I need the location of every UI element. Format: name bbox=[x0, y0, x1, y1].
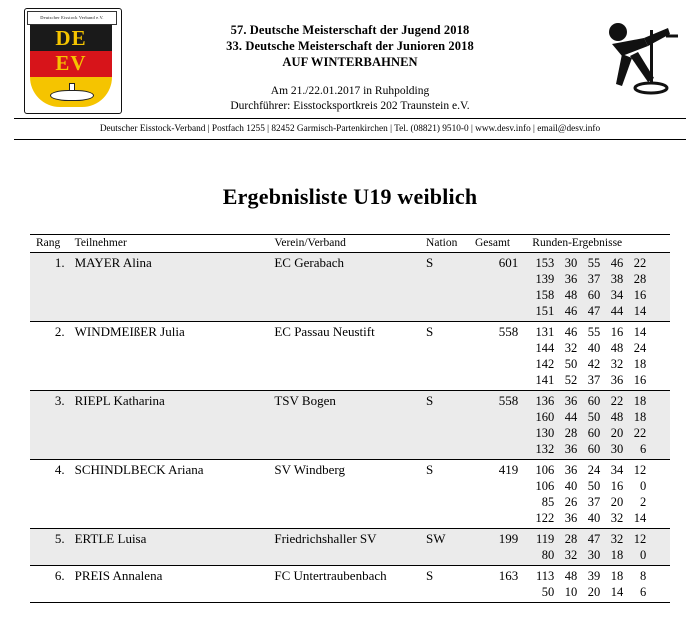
round-value: 36 bbox=[564, 463, 578, 477]
round-value: 24 bbox=[587, 463, 601, 477]
round-value: 80 bbox=[541, 548, 555, 562]
table-row bbox=[30, 253, 670, 322]
round-value: 48 bbox=[610, 410, 624, 424]
round-value: 37 bbox=[587, 495, 601, 509]
cell-name: MAYER Alina bbox=[71, 253, 271, 322]
round-value: 32 bbox=[610, 357, 624, 371]
cell-nation: S bbox=[422, 391, 471, 460]
round-value: 60 bbox=[587, 426, 601, 440]
round-value: 47 bbox=[587, 304, 601, 318]
round-value: 18 bbox=[610, 548, 624, 562]
cell-total: 419 bbox=[471, 460, 528, 529]
round-value: 46 bbox=[564, 304, 578, 318]
cell-rounds bbox=[528, 322, 670, 391]
cell-rounds bbox=[528, 529, 670, 566]
cell-name: WINDMEIßER Julia bbox=[71, 322, 271, 391]
round-value: 16 bbox=[633, 373, 647, 387]
table-row bbox=[30, 460, 670, 529]
round-value: 6 bbox=[640, 442, 647, 456]
header-contact-line: Deutscher Eisstock-Verband | Postfach 1255 | 82452 Garmisch-Partenkirchen | Tel. (08821) 9510-0 | www.desv.info | email@desv.info bbox=[99, 124, 601, 134]
round-value: 113 bbox=[536, 569, 555, 583]
round-value: 60 bbox=[587, 288, 601, 302]
round-value: 22 bbox=[633, 256, 647, 270]
header-sub-line-1: Am 21./22.01.2017 in Ruhpolding bbox=[270, 85, 430, 97]
header-divider-bottom bbox=[14, 139, 686, 140]
column-header-rank: Rang bbox=[30, 235, 71, 253]
round-value: 151 bbox=[535, 304, 555, 318]
round-value: 37 bbox=[587, 373, 601, 387]
cell-nation: S bbox=[422, 322, 471, 391]
header-title-line-2: 33. Deutsche Meisterschaft der Junioren 2018 bbox=[226, 39, 474, 53]
round-value: 0 bbox=[640, 548, 647, 562]
round-value: 36 bbox=[564, 394, 578, 408]
round-value: 14 bbox=[610, 585, 624, 599]
round-value: 32 bbox=[564, 548, 578, 562]
round-value: 50 bbox=[541, 585, 555, 599]
round-value: 40 bbox=[587, 341, 601, 355]
round-value: 32 bbox=[610, 532, 624, 546]
round-value: 8 bbox=[640, 569, 647, 583]
round-value: 158 bbox=[535, 288, 555, 302]
round-value: 37 bbox=[587, 272, 601, 286]
logo-text-de: DE bbox=[55, 26, 87, 50]
header-title-line-1: 57. Deutsche Meisterschaft der Jugend 2018 bbox=[230, 23, 470, 37]
cell-name: RIEPL Katharina bbox=[71, 391, 271, 460]
round-value: 26 bbox=[564, 495, 578, 509]
table-row bbox=[30, 566, 670, 603]
round-value: 39 bbox=[587, 569, 601, 583]
round-row bbox=[532, 425, 646, 441]
cell-total: 558 bbox=[471, 391, 528, 460]
round-value: 42 bbox=[587, 357, 601, 371]
column-header-total: Gesamt bbox=[471, 235, 528, 253]
document-header bbox=[0, 0, 700, 118]
round-value: 122 bbox=[535, 511, 555, 525]
round-value: 22 bbox=[633, 426, 647, 440]
cell-rounds bbox=[528, 253, 670, 322]
table-row bbox=[30, 322, 670, 391]
round-value: 34 bbox=[610, 463, 624, 477]
round-value: 141 bbox=[535, 373, 555, 387]
rounds-subtable bbox=[532, 324, 646, 388]
round-value: 50 bbox=[564, 357, 578, 371]
eisstock-icon bbox=[50, 83, 92, 99]
round-row bbox=[532, 441, 646, 457]
round-value: 20 bbox=[587, 585, 601, 599]
round-value: 46 bbox=[564, 325, 578, 339]
round-value: 28 bbox=[564, 426, 578, 440]
round-value: 36 bbox=[610, 373, 624, 387]
cell-rounds bbox=[528, 566, 670, 603]
round-value: 6 bbox=[640, 585, 647, 599]
table-row bbox=[30, 529, 670, 566]
round-row bbox=[532, 287, 646, 303]
round-row bbox=[532, 393, 646, 409]
rounds-subtable bbox=[532, 462, 646, 526]
round-row bbox=[532, 271, 646, 287]
cell-name: PREIS Annalena bbox=[71, 566, 271, 603]
column-header-nation: Nation bbox=[422, 235, 471, 253]
round-value: 18 bbox=[610, 569, 624, 583]
cell-club: EC Passau Neustift bbox=[270, 322, 422, 391]
round-value: 160 bbox=[535, 410, 555, 424]
cell-club: FC Untertraubenbach bbox=[270, 566, 422, 603]
column-header-rounds: Runden-Ergebnisse bbox=[528, 235, 670, 253]
round-row bbox=[532, 462, 646, 478]
cell-total: 199 bbox=[471, 529, 528, 566]
round-row bbox=[532, 356, 646, 372]
round-value: 30 bbox=[564, 256, 578, 270]
round-value: 12 bbox=[633, 532, 647, 546]
round-value: 47 bbox=[587, 532, 601, 546]
round-value: 2 bbox=[640, 495, 647, 509]
round-value: 30 bbox=[610, 442, 624, 456]
table-header-row bbox=[30, 235, 670, 253]
round-value: 48 bbox=[564, 288, 578, 302]
cell-rank: 6. bbox=[30, 566, 71, 603]
round-value: 132 bbox=[535, 442, 555, 456]
round-value: 30 bbox=[587, 548, 601, 562]
cell-total: 601 bbox=[471, 253, 528, 322]
round-value: 40 bbox=[564, 479, 578, 493]
cell-club: EC Gerabach bbox=[270, 253, 422, 322]
cell-club: Friedrichshaller SV bbox=[270, 529, 422, 566]
round-row bbox=[532, 568, 646, 584]
header-title-line-3: AUF WINTERBAHNEN bbox=[282, 55, 418, 69]
round-value: 136 bbox=[535, 394, 555, 408]
round-value: 44 bbox=[564, 410, 578, 424]
cell-club: TSV Bogen bbox=[270, 391, 422, 460]
cell-rounds bbox=[528, 460, 670, 529]
round-value: 16 bbox=[610, 325, 624, 339]
logo-shield bbox=[30, 25, 112, 107]
cell-rank: 3. bbox=[30, 391, 71, 460]
round-value: 142 bbox=[535, 357, 555, 371]
round-value: 16 bbox=[610, 479, 624, 493]
round-value: 46 bbox=[610, 256, 624, 270]
round-value: 24 bbox=[633, 341, 647, 355]
round-row bbox=[532, 324, 646, 340]
round-value: 34 bbox=[610, 288, 624, 302]
round-row bbox=[532, 372, 646, 388]
eisstock-pictogram-icon bbox=[582, 8, 686, 104]
round-value: 153 bbox=[535, 256, 555, 270]
round-value: 14 bbox=[633, 304, 647, 318]
cell-total: 163 bbox=[471, 566, 528, 603]
round-row bbox=[532, 547, 646, 563]
round-value: 130 bbox=[535, 426, 555, 440]
column-header-name: Teilnehmer bbox=[71, 235, 271, 253]
round-value: 50 bbox=[587, 479, 601, 493]
rounds-subtable bbox=[532, 393, 646, 457]
round-value: 12 bbox=[633, 463, 647, 477]
round-value: 18 bbox=[633, 394, 647, 408]
round-row bbox=[532, 494, 646, 510]
results-table-body bbox=[30, 253, 670, 603]
round-value: 55 bbox=[587, 256, 601, 270]
round-value: 16 bbox=[633, 288, 647, 302]
round-value: 48 bbox=[610, 341, 624, 355]
round-row bbox=[532, 340, 646, 356]
round-value: 36 bbox=[564, 272, 578, 286]
round-row bbox=[532, 409, 646, 425]
column-header-club: Verein/Verband bbox=[270, 235, 422, 253]
round-value: 32 bbox=[564, 341, 578, 355]
round-value: 14 bbox=[633, 325, 647, 339]
round-value: 106 bbox=[535, 479, 555, 493]
round-value: 32 bbox=[610, 511, 624, 525]
round-row bbox=[532, 510, 646, 526]
header-sub-line-2: Durchführer: Eisstocksportkreis 202 Traunstein e.V. bbox=[230, 100, 470, 112]
round-value: 0 bbox=[640, 479, 647, 493]
cell-rank: 4. bbox=[30, 460, 71, 529]
round-value: 28 bbox=[633, 272, 647, 286]
round-value: 60 bbox=[587, 442, 601, 456]
round-value: 119 bbox=[536, 532, 555, 546]
round-value: 106 bbox=[535, 463, 555, 477]
results-table bbox=[30, 234, 670, 603]
cell-club: SV Windberg bbox=[270, 460, 422, 529]
logo-text-ev: EV bbox=[55, 51, 87, 75]
round-value: 55 bbox=[587, 325, 601, 339]
cell-nation: S bbox=[422, 566, 471, 603]
round-row bbox=[532, 478, 646, 494]
cell-rounds bbox=[528, 391, 670, 460]
round-value: 20 bbox=[610, 495, 624, 509]
round-row bbox=[532, 531, 646, 547]
round-value: 139 bbox=[535, 272, 555, 286]
table-row bbox=[30, 391, 670, 460]
cell-nation: S bbox=[422, 253, 471, 322]
round-value: 28 bbox=[564, 532, 578, 546]
round-value: 85 bbox=[541, 495, 555, 509]
logo-ribbon-text: Deutscher Eisstock Verband e.V. bbox=[27, 11, 117, 25]
cell-name: SCHINDLBECK Ariana bbox=[71, 460, 271, 529]
desv-logo bbox=[24, 8, 120, 112]
page-title: Ergebnisliste U19 weiblich bbox=[222, 184, 478, 209]
cell-rank: 5. bbox=[30, 529, 71, 566]
round-value: 14 bbox=[633, 511, 647, 525]
rounds-subtable bbox=[532, 531, 646, 563]
round-value: 18 bbox=[633, 357, 647, 371]
cell-name: ERTLE Luisa bbox=[71, 529, 271, 566]
round-value: 52 bbox=[564, 373, 578, 387]
results-table-wrap bbox=[30, 234, 670, 603]
round-value: 20 bbox=[610, 426, 624, 440]
round-row bbox=[532, 584, 646, 600]
cell-nation: SW bbox=[422, 529, 471, 566]
round-value: 60 bbox=[587, 394, 601, 408]
round-row bbox=[532, 255, 646, 271]
round-value: 40 bbox=[587, 511, 601, 525]
round-value: 18 bbox=[633, 410, 647, 424]
round-value: 131 bbox=[535, 325, 555, 339]
round-value: 50 bbox=[587, 410, 601, 424]
round-value: 36 bbox=[564, 442, 578, 456]
cell-rank: 1. bbox=[30, 253, 71, 322]
round-value: 144 bbox=[535, 341, 555, 355]
round-value: 10 bbox=[564, 585, 578, 599]
round-row bbox=[532, 303, 646, 319]
cell-nation: S bbox=[422, 460, 471, 529]
round-value: 22 bbox=[610, 394, 624, 408]
cell-total: 558 bbox=[471, 322, 528, 391]
round-value: 38 bbox=[610, 272, 624, 286]
cell-rank: 2. bbox=[30, 322, 71, 391]
round-value: 48 bbox=[564, 569, 578, 583]
round-value: 36 bbox=[564, 511, 578, 525]
rounds-subtable bbox=[532, 255, 646, 319]
round-value: 44 bbox=[610, 304, 624, 318]
header-titles bbox=[150, 22, 550, 114]
rounds-subtable bbox=[532, 568, 646, 600]
